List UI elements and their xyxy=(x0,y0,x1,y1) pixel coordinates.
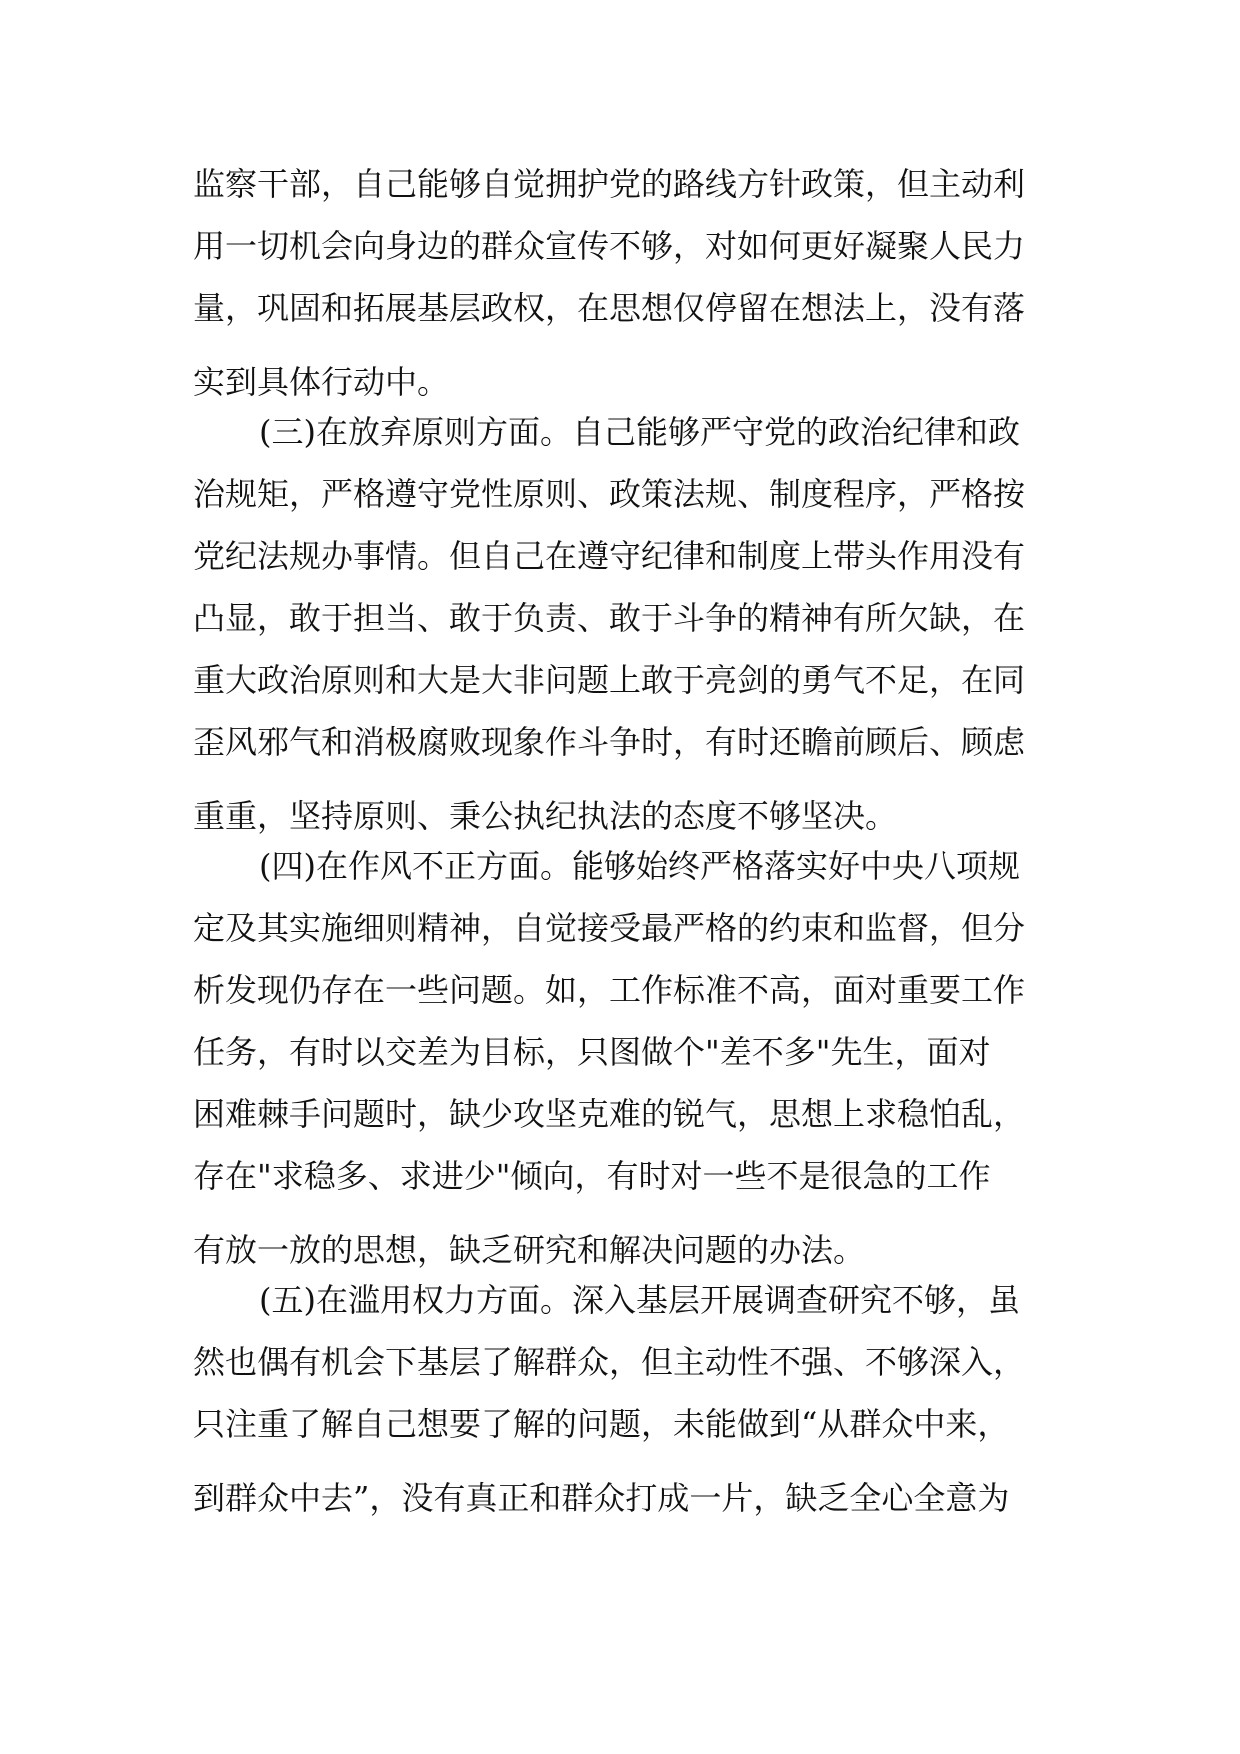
text-line: 定及其实施细则精神，自觉接受最严格的约束和监督，但分 xyxy=(193,909,1026,947)
section-heading-line: (三)在放弃原则方面。自己能够严守党的政治纪律和政 xyxy=(259,413,1020,451)
text-line: 只注重了解自己想要了解的问题，未能做到“从群众中来， xyxy=(193,1405,1010,1443)
text-line: 重大政治原则和大是大非问题上敢于亮剑的勇气不足，在同 xyxy=(193,661,1026,699)
text-line: 存在"求稳多、求进少"倾向，有时对一些不是很急的工作 xyxy=(193,1157,991,1195)
text-line: 量，巩固和拓展基层政权，在思想仅停留在想法上，没有落 xyxy=(193,289,1026,327)
text-line: 用一切机会向身边的群众宣传不够，对如何更好凝聚人民力 xyxy=(193,227,1026,265)
text-line: 歪风邪气和消极腐败现象作斗争时，有时还瞻前顾后、顾虑 xyxy=(193,723,1026,761)
section-heading-line: (四)在作风不正方面。能够始终严格落实好中央八项规 xyxy=(259,847,1020,885)
text-line: 析发现仍存在一些问题。如，工作标准不高，面对重要工作 xyxy=(193,971,1026,1009)
text-line: 凸显，敢于担当、敢于负责、敢于斗争的精神有所欠缺，在 xyxy=(193,599,1026,637)
text-line: 然也偶有机会下基层了解群众，但主动性不强、不够深入， xyxy=(193,1343,1026,1381)
text-line: 党纪法规办事情。但自己在遵守纪律和制度上带头作用没有 xyxy=(193,537,1026,575)
paragraph-section-4 xyxy=(193,835,1063,1281)
text-line: 治规矩，严格遵守党性原则、政策法规、制度程序，严格按 xyxy=(193,475,1026,513)
paragraph-continuation xyxy=(193,153,1063,413)
paragraph-section-5 xyxy=(193,1269,1063,1529)
paragraph-section-3 xyxy=(193,401,1063,847)
text-line: 有放一放的思想，缺乏研究和解决问题的办法。 xyxy=(193,1231,866,1269)
text-line: 重重，坚持原则、秉公执纪执法的态度不够坚决。 xyxy=(193,797,898,835)
text-line: 实到具体行动中。 xyxy=(193,363,450,401)
text-line: 任务，有时以交差为目标，只图做个"差不多"先生，面对 xyxy=(193,1033,991,1071)
section-heading-line: (五)在滥用权力方面。深入基层开展调查研究不够，虽 xyxy=(259,1281,1020,1319)
text-line: 监察干部，自己能够自觉拥护党的路线方针政策，但主动利 xyxy=(193,165,1026,203)
text-line: 到群众中去”，没有真正和群众打成一片，缺乏全心全意为 xyxy=(193,1479,1010,1517)
text-line: 困难棘手问题时，缺少攻坚克难的锐气，思想上求稳怕乱， xyxy=(193,1095,1026,1133)
